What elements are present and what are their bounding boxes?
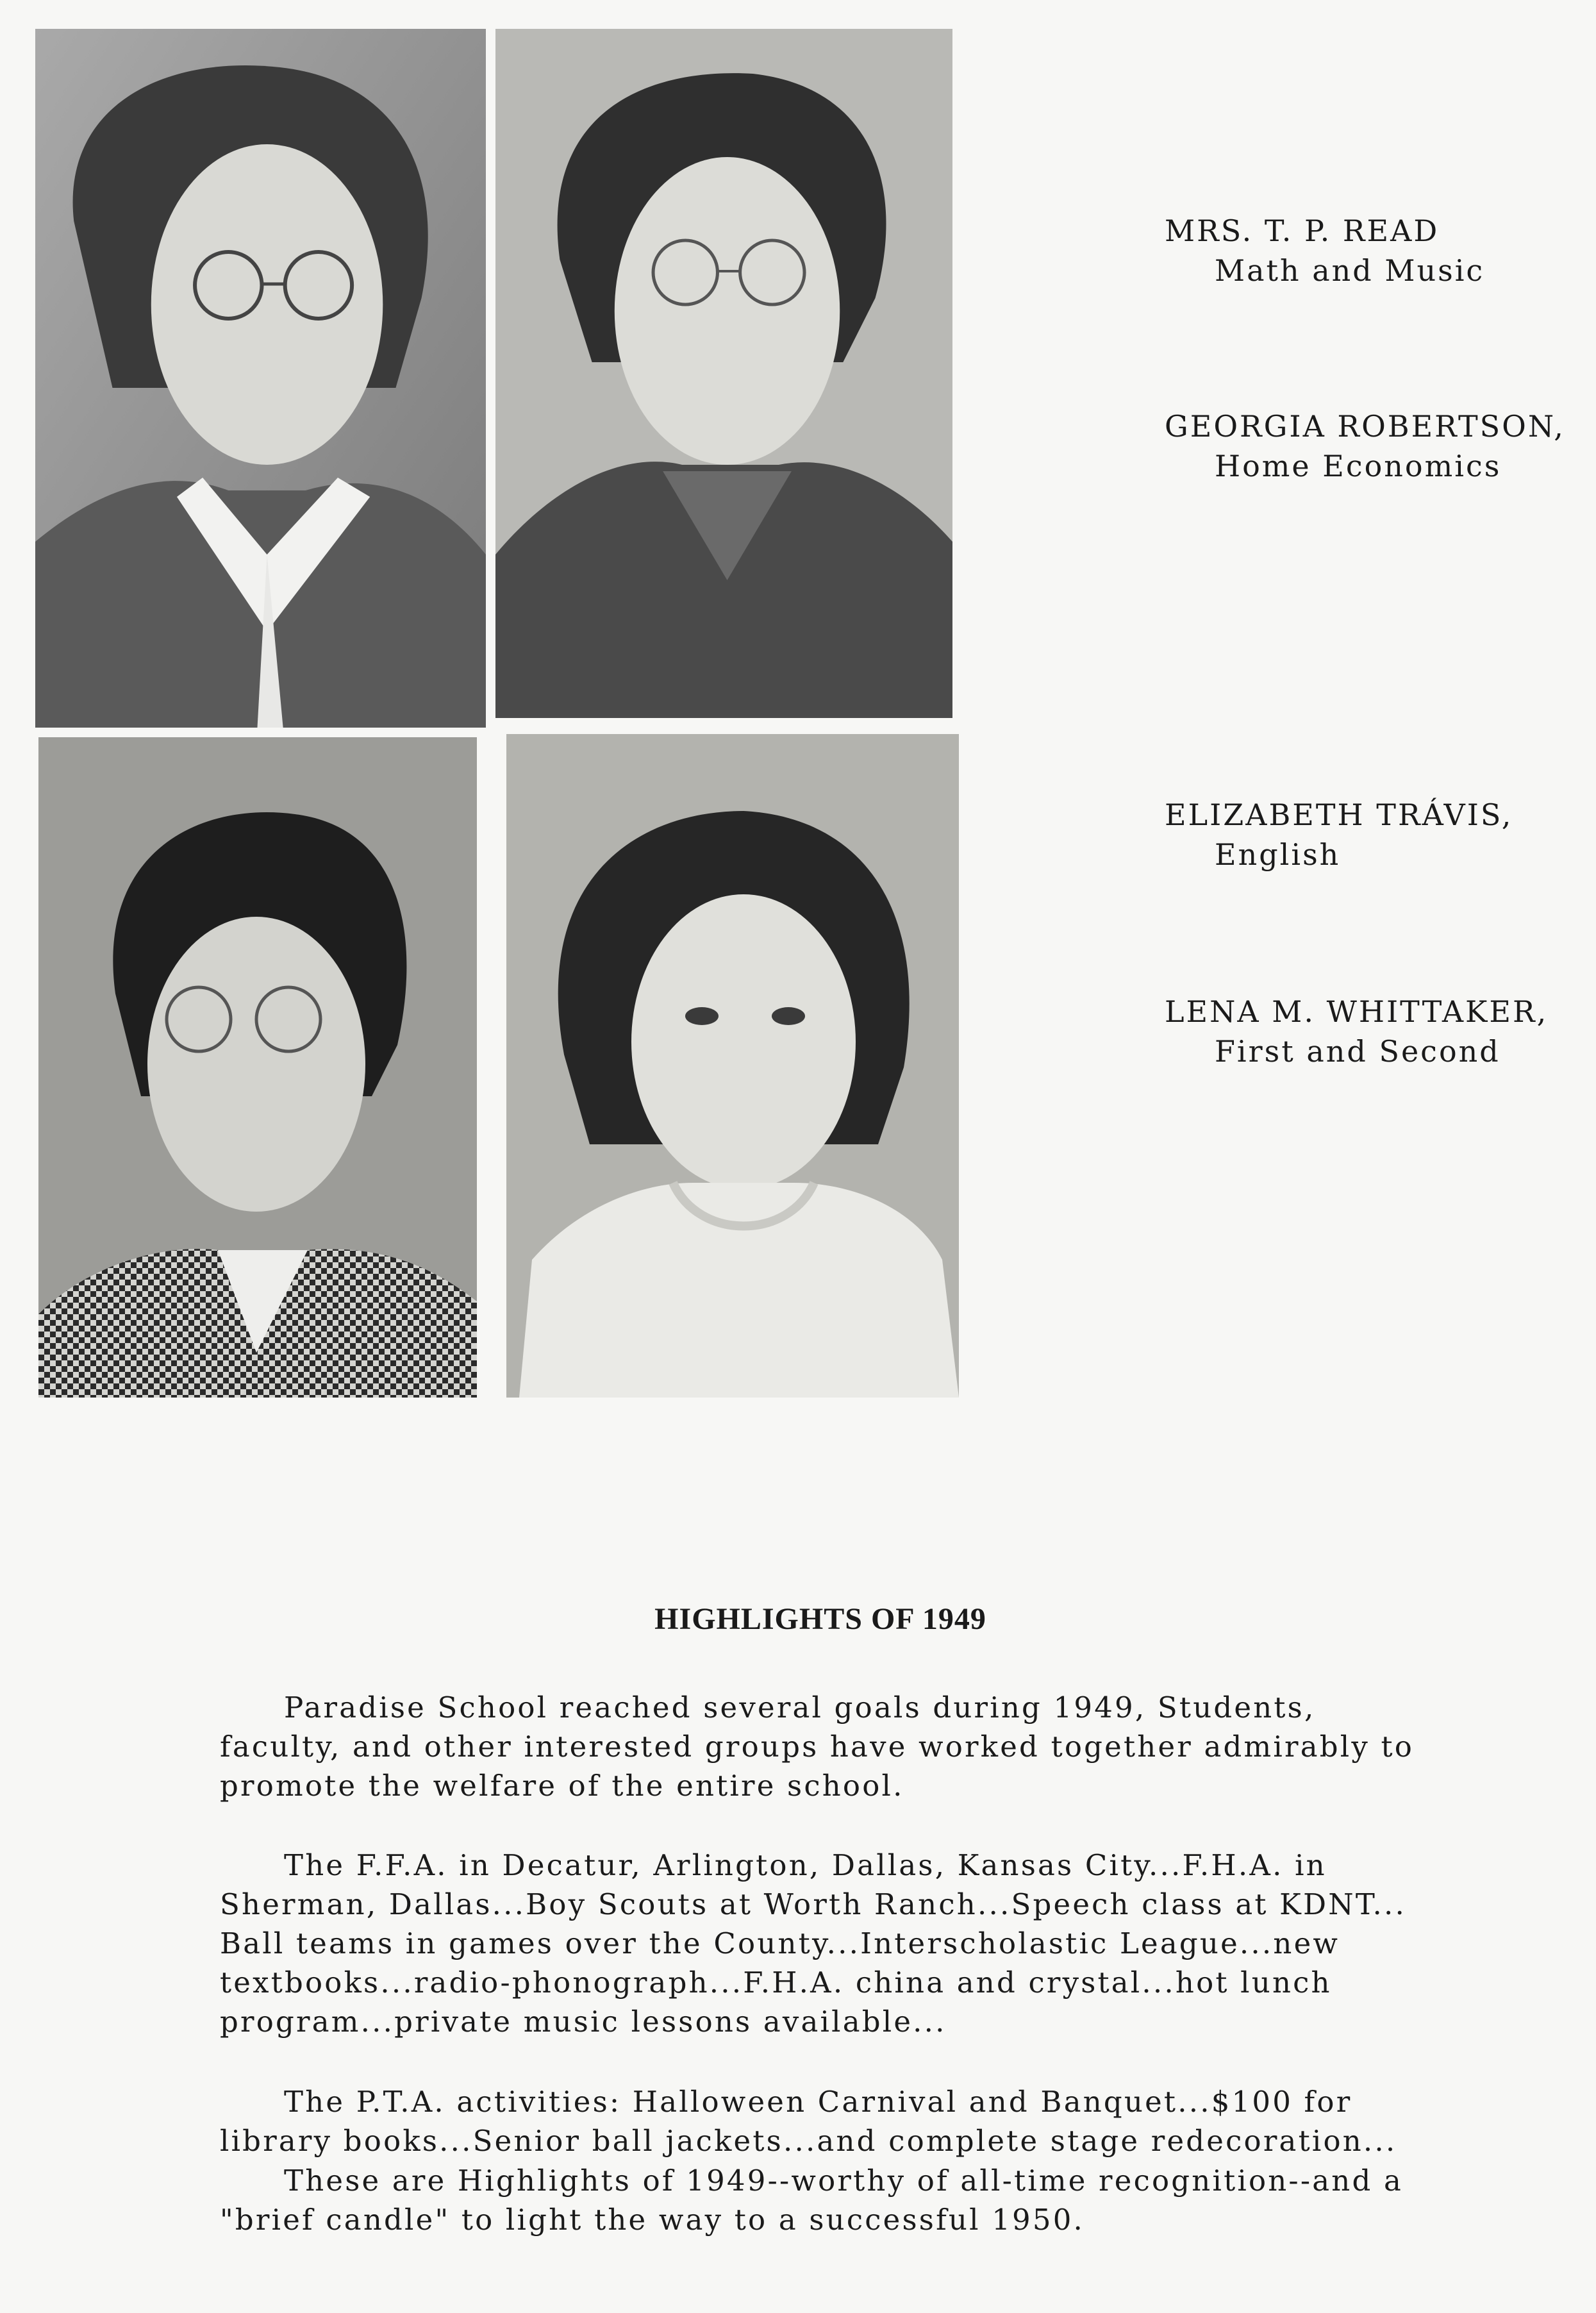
teacher-name: ELIZABETH TRÁVIS, <box>1165 797 1513 832</box>
paragraph-text: The P.T.A. activities: Halloween Carnival and Banquet...$100 for library books...Senior ball jackets...and complete stage redecoration... <box>220 2085 1397 2158</box>
teacher-caption-travis <box>1165 795 1513 874</box>
teacher-subject: Home Economics <box>1215 449 1502 483</box>
portrait-robertson <box>495 29 952 718</box>
teacher-name: LENA M. WHITTAKER, <box>1165 994 1549 1029</box>
paragraph-text: Paradise School reached several goals during 1949, Students, faculty, and other interested groups have worked together admirably to promote the welfare of the entire school. <box>220 1691 1415 1803</box>
teacher-subject: Math and Music <box>1215 253 1485 288</box>
highlights-paragraph <box>220 1688 1425 1805</box>
portrait-travis <box>38 737 477 1398</box>
paragraph-text: These are Highlights of 1949--worthy of all-time recognition--and a "brief candle" to light the way to a successful 1950. <box>220 2164 1403 2237</box>
portrait-read <box>35 29 486 728</box>
teacher-name: GEORGIA ROBERTSON, <box>1165 409 1565 444</box>
teacher-subject: First and Second <box>1215 1034 1500 1069</box>
teacher-caption-whittaker <box>1165 992 1548 1071</box>
highlights-paragraph <box>220 2082 1425 2160</box>
highlights-heading: HIGHLIGHTS OF 1949 <box>654 1602 986 1636</box>
paragraph-text: The F.F.A. in Decatur, Arlington, Dallas, Kansas City...F.H.A. in Sherman, Dallas...Boy Scouts at Worth Ranch...Speech class at KDNT... Ball teams in games over the County...Interscholastic League...new textbooks...radio-phonograph...F.H.A. china and crystal...hot lunch program...private music lessons available... <box>220 1848 1406 2039</box>
teacher-name: MRS. T. P. READ <box>1165 213 1440 248</box>
portrait-whittaker <box>506 734 959 1398</box>
teacher-caption-read <box>1165 211 1484 290</box>
teacher-subject: English <box>1215 837 1341 872</box>
highlights-paragraph <box>220 2161 1425 2239</box>
teacher-caption-robertson <box>1165 406 1565 486</box>
highlights-paragraph <box>220 1846 1425 2041</box>
